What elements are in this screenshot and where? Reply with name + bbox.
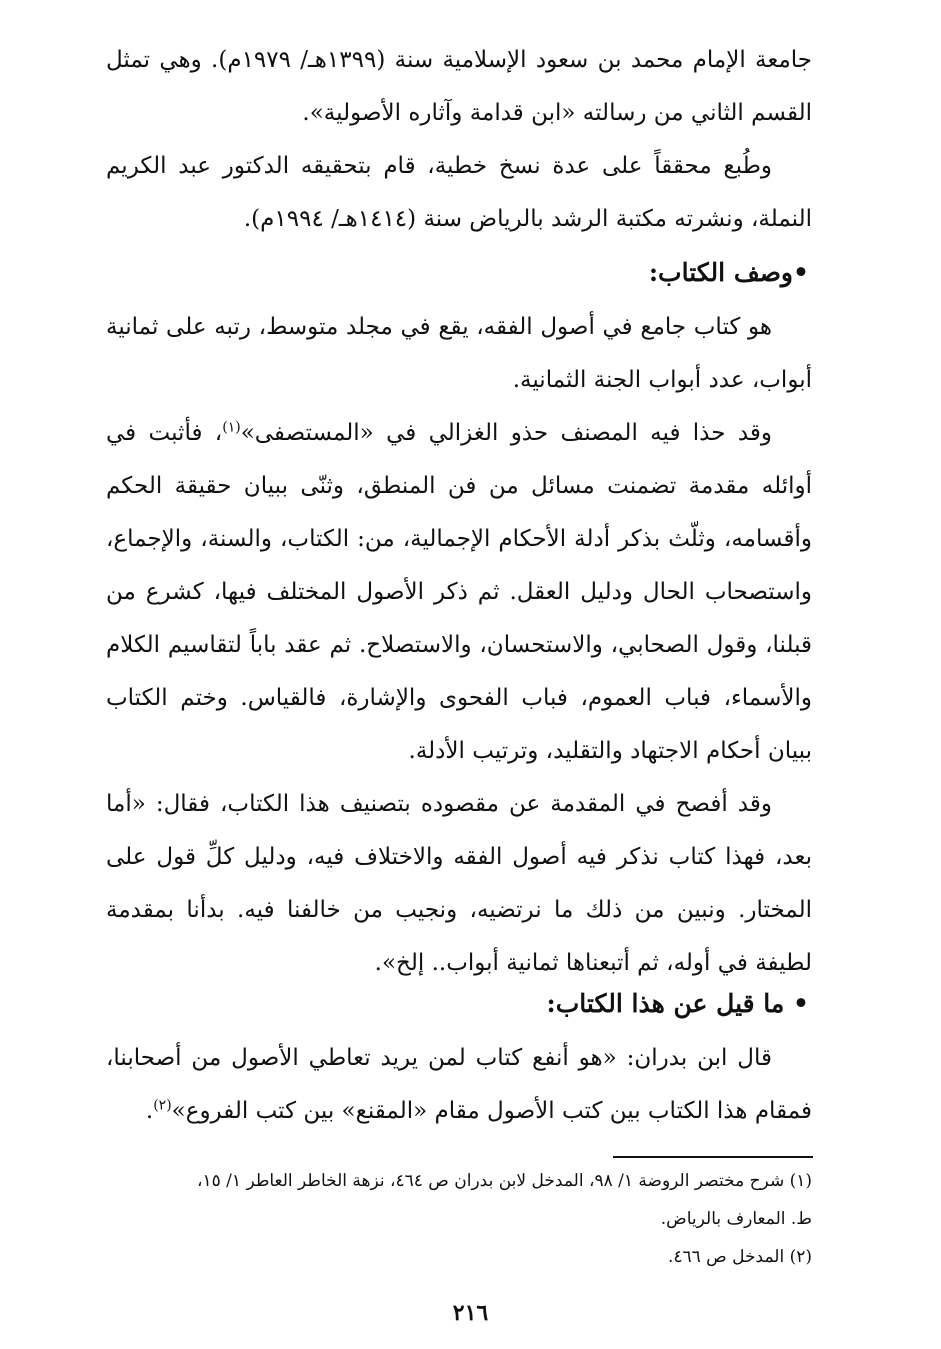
footnote-ref-1: (١) (222, 419, 241, 436)
footnote-ref-2: (٢) (153, 1097, 172, 1114)
quote-end: . (145, 1098, 154, 1124)
footnote-2: (٢) المدخل ص ٤٦٦. (667, 1247, 812, 1267)
footnotes (106, 1162, 812, 1276)
paragraph-book-structure (106, 407, 812, 778)
paragraph-publication-origin: جامعة الإمام محمد بن سعود الإسلامية سنة (١٣٩٩هـ/ ١٩٧٩م). وهي تمثل القسم الثاني من رسالته «ابن قدامة وآثاره الأصولية». (106, 47, 812, 126)
bullet-icon: • (793, 989, 809, 1018)
structure-text-start: وقد حذا فيه المصنف حذو الغزالي في «المستصفى» (240, 420, 772, 446)
quote-text: قال ابن بدران: «هو أنفع كتاب لمن يريد تعاطي الأصول من أصحابنا، فمقام هذا الكتاب بين كتب الأصول مقام «المقنع» بين كتب الفروع» (106, 1045, 812, 1124)
footnote-separator (613, 1156, 813, 1158)
paragraph-print-info: وطُبع محققاً على عدة نسخ خطية، قام بتحقيقه الدكتور عبد الكريم النملة، ونشرته مكتبة الرشد بالرياض سنة (١٤١٤هـ/ ١٩٩٤م). (106, 153, 812, 232)
heading-text: وصف الكتاب: (648, 258, 794, 287)
section-heading-what-was-said (547, 984, 809, 1024)
body-text-quotes (106, 1032, 812, 1138)
paragraph-ibn-badran-quote (106, 1032, 812, 1138)
paragraph-author-intro-quote: وقد أفصح في المقدمة عن مقصوده بتصنيف هذا الكتاب، فقال: «أما بعد، فهذا كتاب نذكر فيه أصول الفقه والاختلاف فيه، ودليل كلِّ قول على المختار. ونبين من ذلك ما نرتضيه، ونجيب من خالفنا فيه. بدأنا بمقدمة لطيفة في أوله، ثم أتبعناها ثمانية أبواب.. إلخ». (106, 791, 812, 976)
body-text-top (106, 34, 812, 246)
page-number: ٢١٦ (452, 1300, 489, 1326)
footnote-1-continued: ط. المعارف بالرياض. (660, 1209, 812, 1229)
section-heading-book-description (649, 253, 809, 293)
structure-text-rest: ، فأثبت في أوائله مقدمة تضمنت مسائل من فن المنطق، وثنّى ببيان حقيقة الحكم وأقسامه، وثلّث بذكر أدلة الأحكام الإجمالية، من: الكتاب، والسنة، والإجماع، واستصحاب الحال ودليل العقل. ثم ذكر الأصول المختلف فيها، كشرع من قبلنا، وقول الصحابي، والاستحسان، والاستصلاح. ثم عقد باباً لتقاسيم الكلام والأسماء، فباب العموم، فباب الفحوى والإشارة، فالقياس. وختم الكتاب ببيان أحكام الاجتهاد والتقليد، وترتيب الأدلة. (106, 420, 812, 764)
body-text-description (106, 301, 812, 990)
footnote-1: (١) شرح مختصر الروضة ١/ ٩٨، المدخل لابن بدران ص ٤٦٤، نزهة الخاطر العاطر ١/ ١٥، (197, 1171, 812, 1191)
paragraph-book-summary: هو كتاب جامع في أصول الفقه، يقع في مجلد متوسط، رتبه على ثمانية أبواب، عدد أبواب الجنة الثمانية. (106, 314, 812, 393)
heading-text: ما قيل عن هذا الكتاب: (546, 989, 785, 1018)
bullet-icon: • (793, 258, 809, 287)
